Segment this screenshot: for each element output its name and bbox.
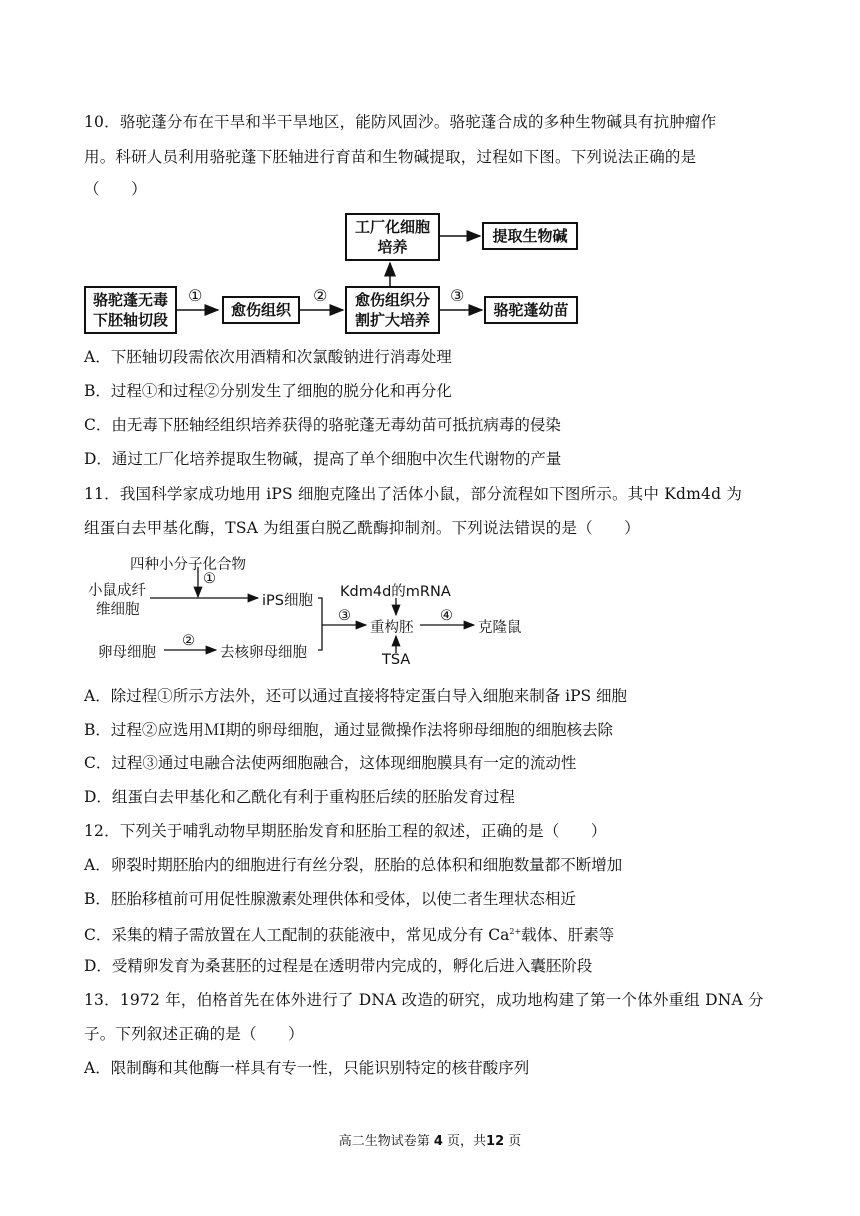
- q13-stem-line2: 子。下列叙述正确的是（ ）: [84, 1025, 304, 1043]
- q11-stem-line2: 组蛋白去甲基化酶，TSA 为组蛋白脱乙酰酶抑制剂。下列说法错误的是（ ）: [84, 519, 640, 537]
- q11-clone-label: 克隆鼠: [478, 620, 522, 636]
- q11-step3-label: ③: [338, 608, 351, 624]
- q10-step1-label: ①: [188, 286, 203, 305]
- q13-option-a: A．限制酶和其他酶一样具有专一性，只能识别特定的核苷酸序列: [84, 1059, 530, 1077]
- q11-step2-label: ②: [182, 633, 195, 649]
- q12-option-c-superscript: 2+: [509, 927, 522, 936]
- q12-option-c: [84, 922, 614, 945]
- q11-step1-label: ①: [203, 571, 216, 587]
- q10-step2-label: ②: [313, 286, 328, 305]
- q13-stem-line1: 13．1972 年，伯格首先在体外进行了 DNA 改造的研究，成功地构建了第一个体外重组 DNA 分: [84, 991, 764, 1009]
- footer-total-pages: 12: [486, 1134, 505, 1149]
- q10-stem-line1: 10．骆驼蓬分布在干旱和半干旱地区，能防风固沙。骆驼蓬合成的多种生物碱具有抗肿瘤作: [84, 113, 717, 131]
- q11-ips-label: iPS细胞: [262, 593, 313, 609]
- q10-option-c: C．由无毒下胚轴经组织培养获得的骆驼蓬无毒幼苗可抵抗病毒的侵染: [84, 416, 561, 434]
- q12-option-a: A．卵裂时期胚胎内的细胞进行有丝分裂，胚胎的总体积和细胞数量都不断增加: [84, 856, 623, 874]
- q11-embryo-label: 重构胚: [370, 620, 414, 636]
- q12-option-c-tail: 载体、肝素等: [521, 926, 615, 945]
- q10-option-d: D．通过工厂化培养提取生物碱，提高了单个细胞中次生代谢物的产量: [84, 450, 562, 468]
- footer-prefix: 高二生物试卷第: [338, 1134, 434, 1149]
- q11-stem-line1: 11．我国科学家成功地用 iPS 细胞克隆出了活体小鼠，部分流程如下图所示。其中 Kdm4d 为: [84, 485, 743, 503]
- q10-box-start: 骆驼蓬无毒 下胚轴切段: [84, 286, 177, 334]
- q10-box-split: 愈伤组织分 割扩大培养: [345, 286, 440, 334]
- q11-option-c: C．过程③通过电融合法使两细胞融合，这体现细胞膜具有一定的流动性: [84, 754, 577, 772]
- q11-tsa-label: TSA: [382, 652, 411, 668]
- q10-stem-line2: 用。科研人员利用骆驼蓬下胚轴进行育苗和生物碱提取，过程如下图。下列说法正确的是: [84, 148, 697, 166]
- q12-option-b: B．胚胎移植前可用促性腺激素处理供体和受体，以使二者生理状态相近: [84, 890, 576, 908]
- q10-box-seedling: 骆驼蓬幼苗: [484, 296, 578, 324]
- q11-enucleated-label: 去核卵母细胞: [220, 645, 307, 661]
- q12-option-d: D．受精卵发育为桑葚胚的过程是在透明带内完成的，孵化后进入囊胚阶段: [84, 957, 593, 975]
- q10-option-b: B．过程①和过程②分别发生了细胞的脱分化和再分化: [84, 382, 452, 400]
- footer-page-number: 4: [433, 1134, 443, 1149]
- q10-box-callus: 愈伤组织: [222, 296, 300, 324]
- q10-box-factory: 工厂化细胞 培养: [345, 213, 440, 261]
- q10-box-extract: 提取生物碱: [482, 222, 578, 250]
- page-footer: [0, 1130, 860, 1149]
- footer-suffix: 页: [504, 1134, 522, 1149]
- q11-fibroblast-label-2: 维细胞: [96, 602, 140, 618]
- q10-answer-blank: （ ）: [84, 180, 147, 198]
- q11-fibroblast-label-1: 小鼠成纤: [88, 583, 146, 599]
- q11-mrna-label: Kdm4d的mRNA: [340, 584, 451, 600]
- q11-step4-label: ④: [440, 608, 453, 624]
- q11-option-a: A．除过程①所示方法外，还可以通过直接将特定蛋白导入细胞来制备 iPS 细胞: [84, 687, 628, 705]
- q11-option-b: B．过程②应选用ＭⅠ期的卵母细胞，通过显微操作法将卵母细胞的细胞核去除: [84, 721, 614, 739]
- q10-step3-label: ③: [450, 286, 465, 305]
- q12-option-c-text: C．采集的精子需放置在人工配制的获能液中，常见成分有 Ca: [84, 926, 510, 945]
- q12-stem: 12．下列关于哺乳动物早期胚胎发育和胚胎工程的叙述，正确的是（ ）: [84, 822, 607, 840]
- q11-oocyte-label: 卵母细胞: [98, 645, 156, 661]
- q11-compounds-label: 四种小分子化合物: [130, 557, 246, 573]
- q11-option-d: D．组蛋白去甲基化和乙酰化有利于重构胚后续的胚胎发育过程: [84, 788, 515, 806]
- q10-option-a: A．下胚轴切段需依次用酒精和次氯酸钠进行消毒处理: [84, 348, 452, 366]
- footer-middle: 页，共: [442, 1134, 487, 1149]
